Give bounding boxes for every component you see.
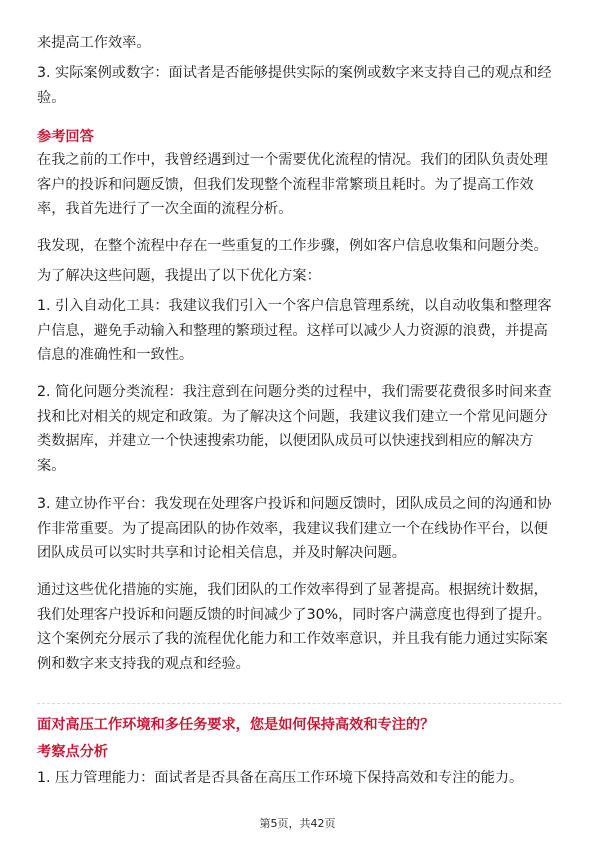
analysis-heading: 考察点分析 bbox=[37, 744, 108, 760]
solution-item-2 bbox=[37, 380, 561, 478]
text-line: 为了解决这些问题，我提出了以下优化方案： bbox=[37, 268, 321, 284]
text-line: 我发现，在整个流程中存在一些重复的工作步骤，例如客户信息收集和问题分类。 bbox=[37, 238, 548, 254]
reference-answer-heading: 参考回答 bbox=[37, 129, 94, 145]
answer-intro bbox=[37, 148, 561, 222]
text-line: 例和数字来支持我的观点和经验。 bbox=[37, 655, 250, 672]
text-line: 我们处理客户投诉和问题反馈的时间减少了30%，同时客户满意度也得到了提升。 bbox=[37, 606, 551, 623]
text-line: 来提高工作效率。 bbox=[37, 35, 151, 51]
text-line: 通过这些优化措施的实施，我们团队的工作效率得到了显著提高。根据统计数据， bbox=[37, 582, 548, 598]
text-line: 案。 bbox=[37, 457, 66, 474]
text-line: 2. 简化问题分类流程：我注意到在问题分类的过程中，我们需要花费很多时间来查 bbox=[37, 384, 552, 400]
text-line: 信息的准确性和一致性。 bbox=[37, 347, 194, 364]
text-line: 作非常重要。为了提高团队的协作效率，我建议我们建立一个在线协作平台，以便 bbox=[37, 520, 548, 537]
text-line: 找和比对相关的规定和政策。为了解决这个问题，我建议我们建立一个常见问题分 bbox=[37, 408, 548, 425]
text-line: 类数据库，并建立一个快速搜索功能，以便团队成员可以快速找到相应的解决方 bbox=[37, 433, 534, 450]
text-line: 1. 引入自动化工具：我建议我们引入一个客户信息管理系统，以自动收集和整理客 bbox=[37, 298, 552, 314]
analysis-item-1 bbox=[37, 766, 561, 791]
page-number: 第5页，共42页 bbox=[259, 817, 336, 830]
text-line: 1. 压力管理能力：面试者是否具备在高压工作环境下保持高效和专注的能力。 bbox=[37, 770, 524, 786]
text-line: 3. 建立协作平台：我发现在处理客户投诉和问题反馈时，团队成员之间的沟通和协 bbox=[37, 496, 552, 512]
text-line: 团队成员可以实时共享和讨论相关信息，并及时解决问题。 bbox=[37, 545, 406, 562]
text-line: 在我之前的工作中，我曾经遇到过一个需要优化流程的情况。我们的团队负责处理 bbox=[37, 152, 548, 168]
text-line: 率，我首先进行了一次全面的流程分析。 bbox=[37, 201, 293, 218]
continuation-text bbox=[37, 31, 561, 56]
solution-item-1 bbox=[37, 294, 561, 368]
answer-solution-intro bbox=[37, 264, 561, 289]
answer-result bbox=[37, 578, 561, 676]
text-line: 户信息，避免手动输入和整理的繁琐过程。这样可以减少人力资源的浪费，并提高 bbox=[37, 322, 548, 339]
text-line: 3. 实际案例或数字：面试者是否能够提供实际的案例或数字来支持自己的观点和经 bbox=[37, 65, 552, 81]
solution-item-3 bbox=[37, 492, 561, 566]
section-divider bbox=[37, 703, 561, 704]
criteria-item-3 bbox=[37, 61, 561, 110]
text-line: 验。 bbox=[37, 89, 66, 106]
text-line: 这个案例充分展示了我的流程优化能力和工作效率意识，并且我有能力通过实际案 bbox=[37, 631, 548, 648]
question-title: 面对高压工作环境和多任务要求，您是如何保持高效和专注的？ bbox=[37, 717, 435, 733]
text-line: 客户的投诉和问题反馈，但我们发现整个流程非常繁琐且耗时。为了提高工作效 bbox=[37, 176, 534, 193]
answer-finding bbox=[37, 234, 561, 259]
